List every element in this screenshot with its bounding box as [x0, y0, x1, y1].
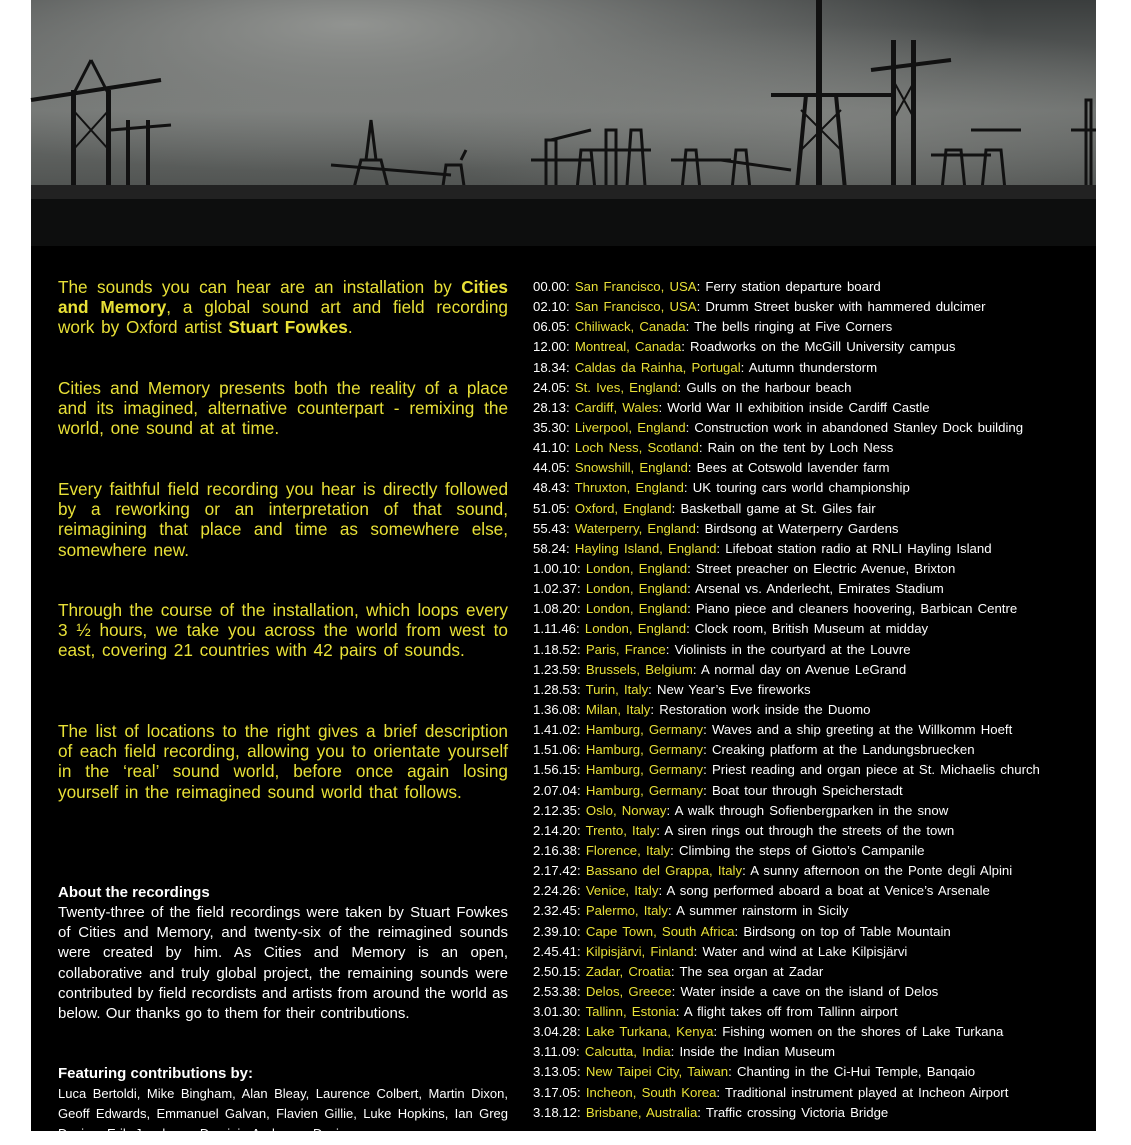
- track-location: Loch Ness, Scotland: [574, 440, 699, 456]
- location-list-item: 1.51.06: Hamburg, Germany: Creaking platform at the Landungsbruecken: [533, 742, 975, 758]
- track-location: Tallinn, Estonia: [585, 1004, 676, 1020]
- track-location: Trento, Italy: [585, 822, 657, 838]
- location-list-item: 1.02.37: London, England: Arsenal vs. Anderlecht, Emirates Stadium: [533, 581, 944, 597]
- track-description: Climbing the steps of Giotto’s Campanile: [678, 842, 925, 858]
- track-location: Montreal, Canada: [574, 339, 682, 355]
- track-time: 35.30: [533, 419, 567, 435]
- track-description: Inside the Indian Museum: [679, 1044, 836, 1060]
- track-location: Cape Town, South Africa: [585, 923, 735, 939]
- location-list-item: 58.24: Hayling Island, England: Lifeboat station radio at RNLI Hayling Island: [533, 540, 992, 556]
- track-time: 55.43: [533, 520, 567, 536]
- location-list-item: 2.24.26: Venice, Italy: A song performed aboard a boat at Venice’s Arsenale: [533, 883, 990, 899]
- track-location: Chiliwack, Canada: [574, 319, 686, 335]
- featuring-contributions: [58, 1064, 508, 1145]
- track-time: 1.11.46: [533, 621, 577, 637]
- location-list-item: 1.56.15: Hamburg, Germany: Priest reading and organ piece at St. Michaelis church: [533, 762, 1040, 778]
- track-time: 06.05: [533, 319, 567, 335]
- track-time: 1.56.15: [533, 762, 577, 778]
- track-time: 1.00.10: [533, 560, 577, 576]
- poster: [31, 0, 1096, 1142]
- track-location: London, England: [585, 560, 688, 576]
- track-time: 18.34: [533, 359, 567, 375]
- track-time: 1.23.59: [533, 661, 577, 677]
- track-description: Piano piece and cleaners hoovering, Barbican Centre: [695, 601, 1018, 617]
- track-description: New Year’s Eve fireworks: [657, 681, 811, 697]
- location-list: [533, 277, 1093, 1123]
- track-time: 2.53.38: [533, 983, 577, 999]
- track-description: UK touring cars world championship: [692, 480, 910, 496]
- track-time: 1.08.20: [533, 601, 577, 617]
- location-list-item: 51.05: Oxford, England: Basketball game at St. Giles fair: [533, 500, 876, 516]
- location-list-item: 3.17.05: Incheon, South Korea: Traditional instrument played at Incheon Airport: [533, 1084, 1009, 1100]
- track-location: Zadar, Croatia: [585, 963, 671, 979]
- track-description: Water and wind at Lake Kilpisjärvi: [702, 943, 908, 959]
- track-time: 28.13: [533, 399, 567, 415]
- track-location: Brisbane, Australia: [585, 1104, 698, 1120]
- track-description: Birdsong on top of Table Mountain: [743, 923, 951, 939]
- track-description: Construction work in abandoned Stanley Dock building: [694, 419, 1024, 435]
- about-body: Twenty-three of the field recordings were taken by Stuart Fowkes of Cities and Memory, and twenty-six of the reimagined sounds were created by him. As Cities and Memory is an open, collaborative and truly global project, the remaining sounds were contributed by field recordists and artists from around the world as below. Our thanks go to them for their contributions.: [58, 904, 508, 1023]
- featuring-heading: Featuring contributions by:: [58, 1065, 253, 1082]
- track-location: Delos, Greece: [585, 983, 672, 999]
- track-location: San Francisco, USA: [574, 279, 697, 294]
- track-location: London, England: [585, 581, 688, 597]
- location-list-item: 3.04.28: Lake Turkana, Kenya: Fishing women on the shores of Lake Turkana: [533, 1024, 1004, 1040]
- track-location: Hamburg, Germany: [585, 742, 704, 758]
- track-location: Florence, Italy: [585, 842, 671, 858]
- track-time: 58.24: [533, 540, 567, 556]
- track-time: 2.16.38: [533, 842, 577, 858]
- track-location: New Taipei City, Taiwan: [585, 1064, 729, 1080]
- track-description: A song performed aboard a boat at Venice’s Arsenale: [666, 883, 990, 899]
- track-description: Creaking platform at the Landungsbruecken: [711, 742, 975, 758]
- location-list-item: 2.53.38: Delos, Greece: Water inside a cave on the island of Delos: [533, 983, 939, 999]
- location-list-item: 1.18.52: Paris, France: Violinists in the courtyard at the Louvre: [533, 641, 911, 657]
- intro-paragraph-2: Cities and Memory presents both the reality of a place and its imagined, alternative counterpart - remixing the world, one sound at at time.: [58, 378, 508, 439]
- track-description: Drumm Street busker with hammered dulcimer: [705, 299, 986, 315]
- track-description: Traffic crossing Victoria Bridge: [705, 1104, 889, 1120]
- track-time: 1.51.06: [533, 742, 577, 758]
- track-time: 3.13.05: [533, 1064, 577, 1080]
- track-time: 2.17.42: [533, 863, 577, 879]
- location-list-item: 1.08.20: London, England: Piano piece and cleaners hoovering, Barbican Centre: [533, 601, 1018, 617]
- track-description: Priest reading and organ piece at St. Michaelis church: [711, 762, 1040, 778]
- track-description: A summer rainstorm in Sicily: [676, 903, 849, 919]
- location-list-item: 2.32.45: Palermo, Italy: A summer rainstorm in Sicily: [533, 903, 849, 919]
- track-location: Oslo, Norway: [585, 802, 667, 818]
- track-description: World War II exhibition inside Cardiff Castle: [667, 399, 930, 415]
- track-time: 00.00: [533, 279, 567, 294]
- track-description: A flight takes off from Tallinn airport: [683, 1004, 898, 1020]
- track-location: Hamburg, Germany: [585, 782, 704, 798]
- intro-paragraph-5: The list of locations to the right gives a brief description of each field recording, allowing you to orientate yourself in the ‘real’ sound world, before once again losing yourself in the reimagined sound world that follows.: [58, 721, 508, 802]
- track-location: Caldas da Rainha, Portugal: [574, 359, 741, 375]
- location-list-item: 28.13: Cardiff, Wales: World War II exhibition inside Cardiff Castle: [533, 399, 930, 415]
- track-description: Violinists in the courtyard at the Louvre: [674, 641, 911, 657]
- track-description: Gulls on the harbour beach: [686, 379, 852, 395]
- location-list-item: 1.36.08: Milan, Italy: Restoration work inside the Duomo: [533, 701, 871, 717]
- track-location: Liverpool, England: [574, 419, 686, 435]
- track-time: 1.18.52: [533, 641, 577, 657]
- track-time: 1.36.08: [533, 701, 577, 717]
- track-description: Lifeboat station radio at RNLI Hayling Island: [725, 540, 992, 556]
- track-description: The bells ringing at Five Corners: [694, 319, 893, 335]
- location-list-item: 24.05: St. Ives, England: Gulls on the harbour beach: [533, 379, 852, 395]
- track-location: St. Ives, England: [574, 379, 678, 395]
- track-time: 12.00: [533, 339, 567, 355]
- track-description: A siren rings out through the streets of the town: [664, 822, 955, 838]
- track-time: 1.02.37: [533, 581, 577, 597]
- track-location: Turin, Italy: [585, 681, 649, 697]
- track-description: A walk through Sofienbergparken in the snow: [674, 802, 949, 818]
- track-description: Birdsong at Waterperry Gardens: [704, 520, 899, 536]
- track-location: Oxford, England: [574, 500, 672, 516]
- track-time: 44.05: [533, 460, 567, 476]
- location-list-item: 3.18.12: Brisbane, Australia: Traffic crossing Victoria Bridge: [533, 1104, 889, 1120]
- location-list-item: 2.39.10: Cape Town, South Africa: Birdsong on top of Table Mountain: [533, 923, 951, 939]
- track-time: 1.41.02: [533, 722, 577, 738]
- track-location: Palermo, Italy: [585, 903, 668, 919]
- location-list-item: 18.34: Caldas da Rainha, Portugal: Autumn thunderstorm: [533, 359, 878, 375]
- track-description: Traditional instrument played at Incheon Airport: [725, 1084, 1009, 1100]
- location-list-item: 1.23.59: Brussels, Belgium: A normal day on Avenue LeGrand: [533, 661, 907, 677]
- track-description: Street preacher on Electric Avenue, Brixton: [695, 560, 956, 576]
- location-list-item: 55.43: Waterperry, England: Birdsong at Waterperry Gardens: [533, 520, 899, 536]
- track-time: 2.32.45: [533, 903, 577, 919]
- featuring-names: Luca Bertoldi, Mike Bingham, Alan Bleay, Laurence Colbert, Martin Dixon, Geoff Edwards, Emmanuel Galvan, Flavien Gillie, Luke Hopkins, Ian Greg Davies, Erik Jacobsen, Dominic Anderson Davis: [58, 1086, 508, 1142]
- track-location: Cardiff, Wales: [574, 399, 659, 415]
- track-time: 2.45.41: [533, 943, 577, 959]
- track-location: Hamburg, Germany: [585, 722, 704, 738]
- track-location: Milan, Italy: [585, 701, 651, 717]
- location-list-item: 3.01.30: Tallinn, Estonia: A flight takes off from Tallinn airport: [533, 1004, 898, 1020]
- track-time: 02.10: [533, 299, 567, 315]
- track-location: London, England: [584, 621, 687, 637]
- location-list-item: 02.10: San Francisco, USA: Drumm Street busker with hammered dulcimer: [533, 299, 986, 315]
- track-location: Thruxton, England: [574, 480, 684, 496]
- track-time: 24.05: [533, 379, 567, 395]
- track-time: 3.04.28: [533, 1024, 577, 1040]
- about-heading: About the recordings: [58, 884, 210, 901]
- track-location: Venice, Italy: [585, 883, 659, 899]
- track-location: Brussels, Belgium: [585, 661, 693, 677]
- track-description: A sunny afternoon on the Ponte degli Alpini: [750, 863, 1013, 879]
- track-location: Calcutta, India: [584, 1044, 671, 1060]
- location-list-item: 2.14.20: Trento, Italy: A siren rings out through the streets of the town: [533, 822, 955, 838]
- track-time: 48.43: [533, 480, 567, 496]
- track-time: 2.12.35: [533, 802, 577, 818]
- track-description: Roadworks on the McGill University campus: [690, 339, 956, 355]
- track-location: Hayling Island, England: [574, 540, 717, 556]
- location-list-item: 2.16.38: Florence, Italy: Climbing the steps of Giotto’s Campanile: [533, 842, 925, 858]
- track-description: Arsenal vs. Anderlecht, Emirates Stadium: [695, 581, 944, 597]
- track-time: 3.11.09: [533, 1044, 577, 1060]
- about-recordings: [58, 883, 508, 1024]
- location-list-item: 1.00.10: London, England: Street preacher on Electric Avenue, Brixton: [533, 560, 956, 576]
- track-description: Autumn thunderstorm: [748, 359, 878, 375]
- track-description: Water inside a cave on the island of Delos: [680, 983, 939, 999]
- track-location: Waterperry, England: [574, 520, 696, 536]
- location-list-item: 1.41.02: Hamburg, Germany: Waves and a ship greeting at the Willkomm Hoeft: [533, 722, 1013, 738]
- track-description: Bees at Cotswold lavender farm: [696, 460, 890, 476]
- track-description: The sea organ at Zadar: [679, 963, 824, 979]
- track-description: Chanting in the Ci-Hui Temple, Banqaio: [736, 1064, 976, 1080]
- track-location: Snowshill, England: [574, 460, 688, 476]
- track-description: Clock room, British Museum at midday: [694, 621, 929, 637]
- location-list-item: 00.00: San Francisco, USA: Ferry station departure board: [533, 279, 881, 294]
- location-list-item: 2.07.04: Hamburg, Germany: Boat tour through Speicherstadt: [533, 782, 903, 798]
- track-location: Incheon, South Korea: [585, 1084, 717, 1100]
- location-list-item: 1.28.53: Turin, Italy: New Year’s Eve fireworks: [533, 681, 811, 697]
- location-list-item: 2.12.35: Oslo, Norway: A walk through Sofienbergparken in the snow: [533, 802, 949, 818]
- track-time: 3.17.05: [533, 1084, 577, 1100]
- track-location: Kilpisjärvi, Finland: [585, 943, 694, 959]
- location-list-item: 3.11.09: Calcutta, India: Inside the Indian Museum: [533, 1044, 836, 1060]
- track-description: Basketball game at St. Giles fair: [680, 500, 876, 516]
- location-list-item: 48.43: Thruxton, England: UK touring cars world championship: [533, 480, 910, 496]
- track-location: Paris, France: [585, 641, 666, 657]
- track-description: Boat tour through Speicherstadt: [711, 782, 903, 798]
- track-location: Hamburg, Germany: [585, 762, 704, 778]
- track-description: Rain on the tent by Loch Ness: [707, 440, 894, 456]
- track-location: London, England: [585, 601, 688, 617]
- location-list-item: 12.00: Montreal, Canada: Roadworks on the McGill University campus: [533, 339, 956, 355]
- track-time: 41.10: [533, 440, 567, 456]
- track-description: Restoration work inside the Duomo: [659, 701, 871, 717]
- track-description: Fishing women on the shores of Lake Turkana: [722, 1024, 1004, 1040]
- track-time: 2.07.04: [533, 782, 577, 798]
- location-list-item: 35.30: Liverpool, England: Construction work in abandoned Stanley Dock building: [533, 419, 1024, 435]
- track-location: San Francisco, USA: [574, 299, 697, 315]
- port-cranes-photo: [31, 0, 1096, 246]
- track-description: Ferry station departure board: [705, 279, 881, 294]
- track-time: 3.18.12: [533, 1104, 577, 1120]
- track-description: Waves and a ship greeting at the Willkomm Hoeft: [711, 722, 1013, 738]
- track-time: 1.28.53: [533, 681, 577, 697]
- location-list-item: 2.45.41: Kilpisjärvi, Finland: Water and wind at Lake Kilpisjärvi: [533, 943, 908, 959]
- track-location: Lake Turkana, Kenya: [585, 1024, 714, 1040]
- track-time: 2.39.10: [533, 923, 577, 939]
- track-time: 2.24.26: [533, 883, 577, 899]
- track-time: 3.01.30: [533, 1004, 577, 1020]
- track-time: 51.05: [533, 500, 567, 516]
- intro-paragraph-4: Through the course of the installation, which loops every 3 ½ hours, we take you across the world from west to east, covering 21 countries with 42 pairs of sounds.: [58, 600, 508, 661]
- track-location: Bassano del Grappa, Italy: [585, 863, 743, 879]
- location-list-item: 06.05: Chiliwack, Canada: The bells ringing at Five Corners: [533, 319, 893, 335]
- track-time: 2.50.15: [533, 963, 577, 979]
- location-list-item: 44.05: Snowshill, England: Bees at Cotswold lavender farm: [533, 460, 890, 476]
- location-list-item: 2.17.42: Bassano del Grappa, Italy: A sunny afternoon on the Ponte degli Alpini: [533, 863, 1013, 879]
- location-list-item: 1.11.46: London, England: Clock room, British Museum at midday: [533, 621, 929, 637]
- intro-paragraph-3: Every faithful field recording you hear is directly followed by a reworking or an interpretation of that sound, reimagining that place and time as somewhere else, somewhere new.: [58, 479, 508, 560]
- intro-paragraph-1: The sounds you can hear are an installation by Cities and Memory, a global sound art and field recording work by Oxford artist Stuart Fowkes.: [58, 277, 508, 338]
- track-time: 2.14.20: [533, 822, 577, 838]
- location-list-item: 3.13.05: New Taipei City, Taiwan: Chanting in the Ci-Hui Temple, Banqaio: [533, 1064, 976, 1080]
- location-list-item: 41.10: Loch Ness, Scotland: Rain on the tent by Loch Ness: [533, 440, 894, 456]
- location-list-item: 2.50.15: Zadar, Croatia: The sea organ at Zadar: [533, 963, 824, 979]
- track-description: A normal day on Avenue LeGrand: [700, 661, 907, 677]
